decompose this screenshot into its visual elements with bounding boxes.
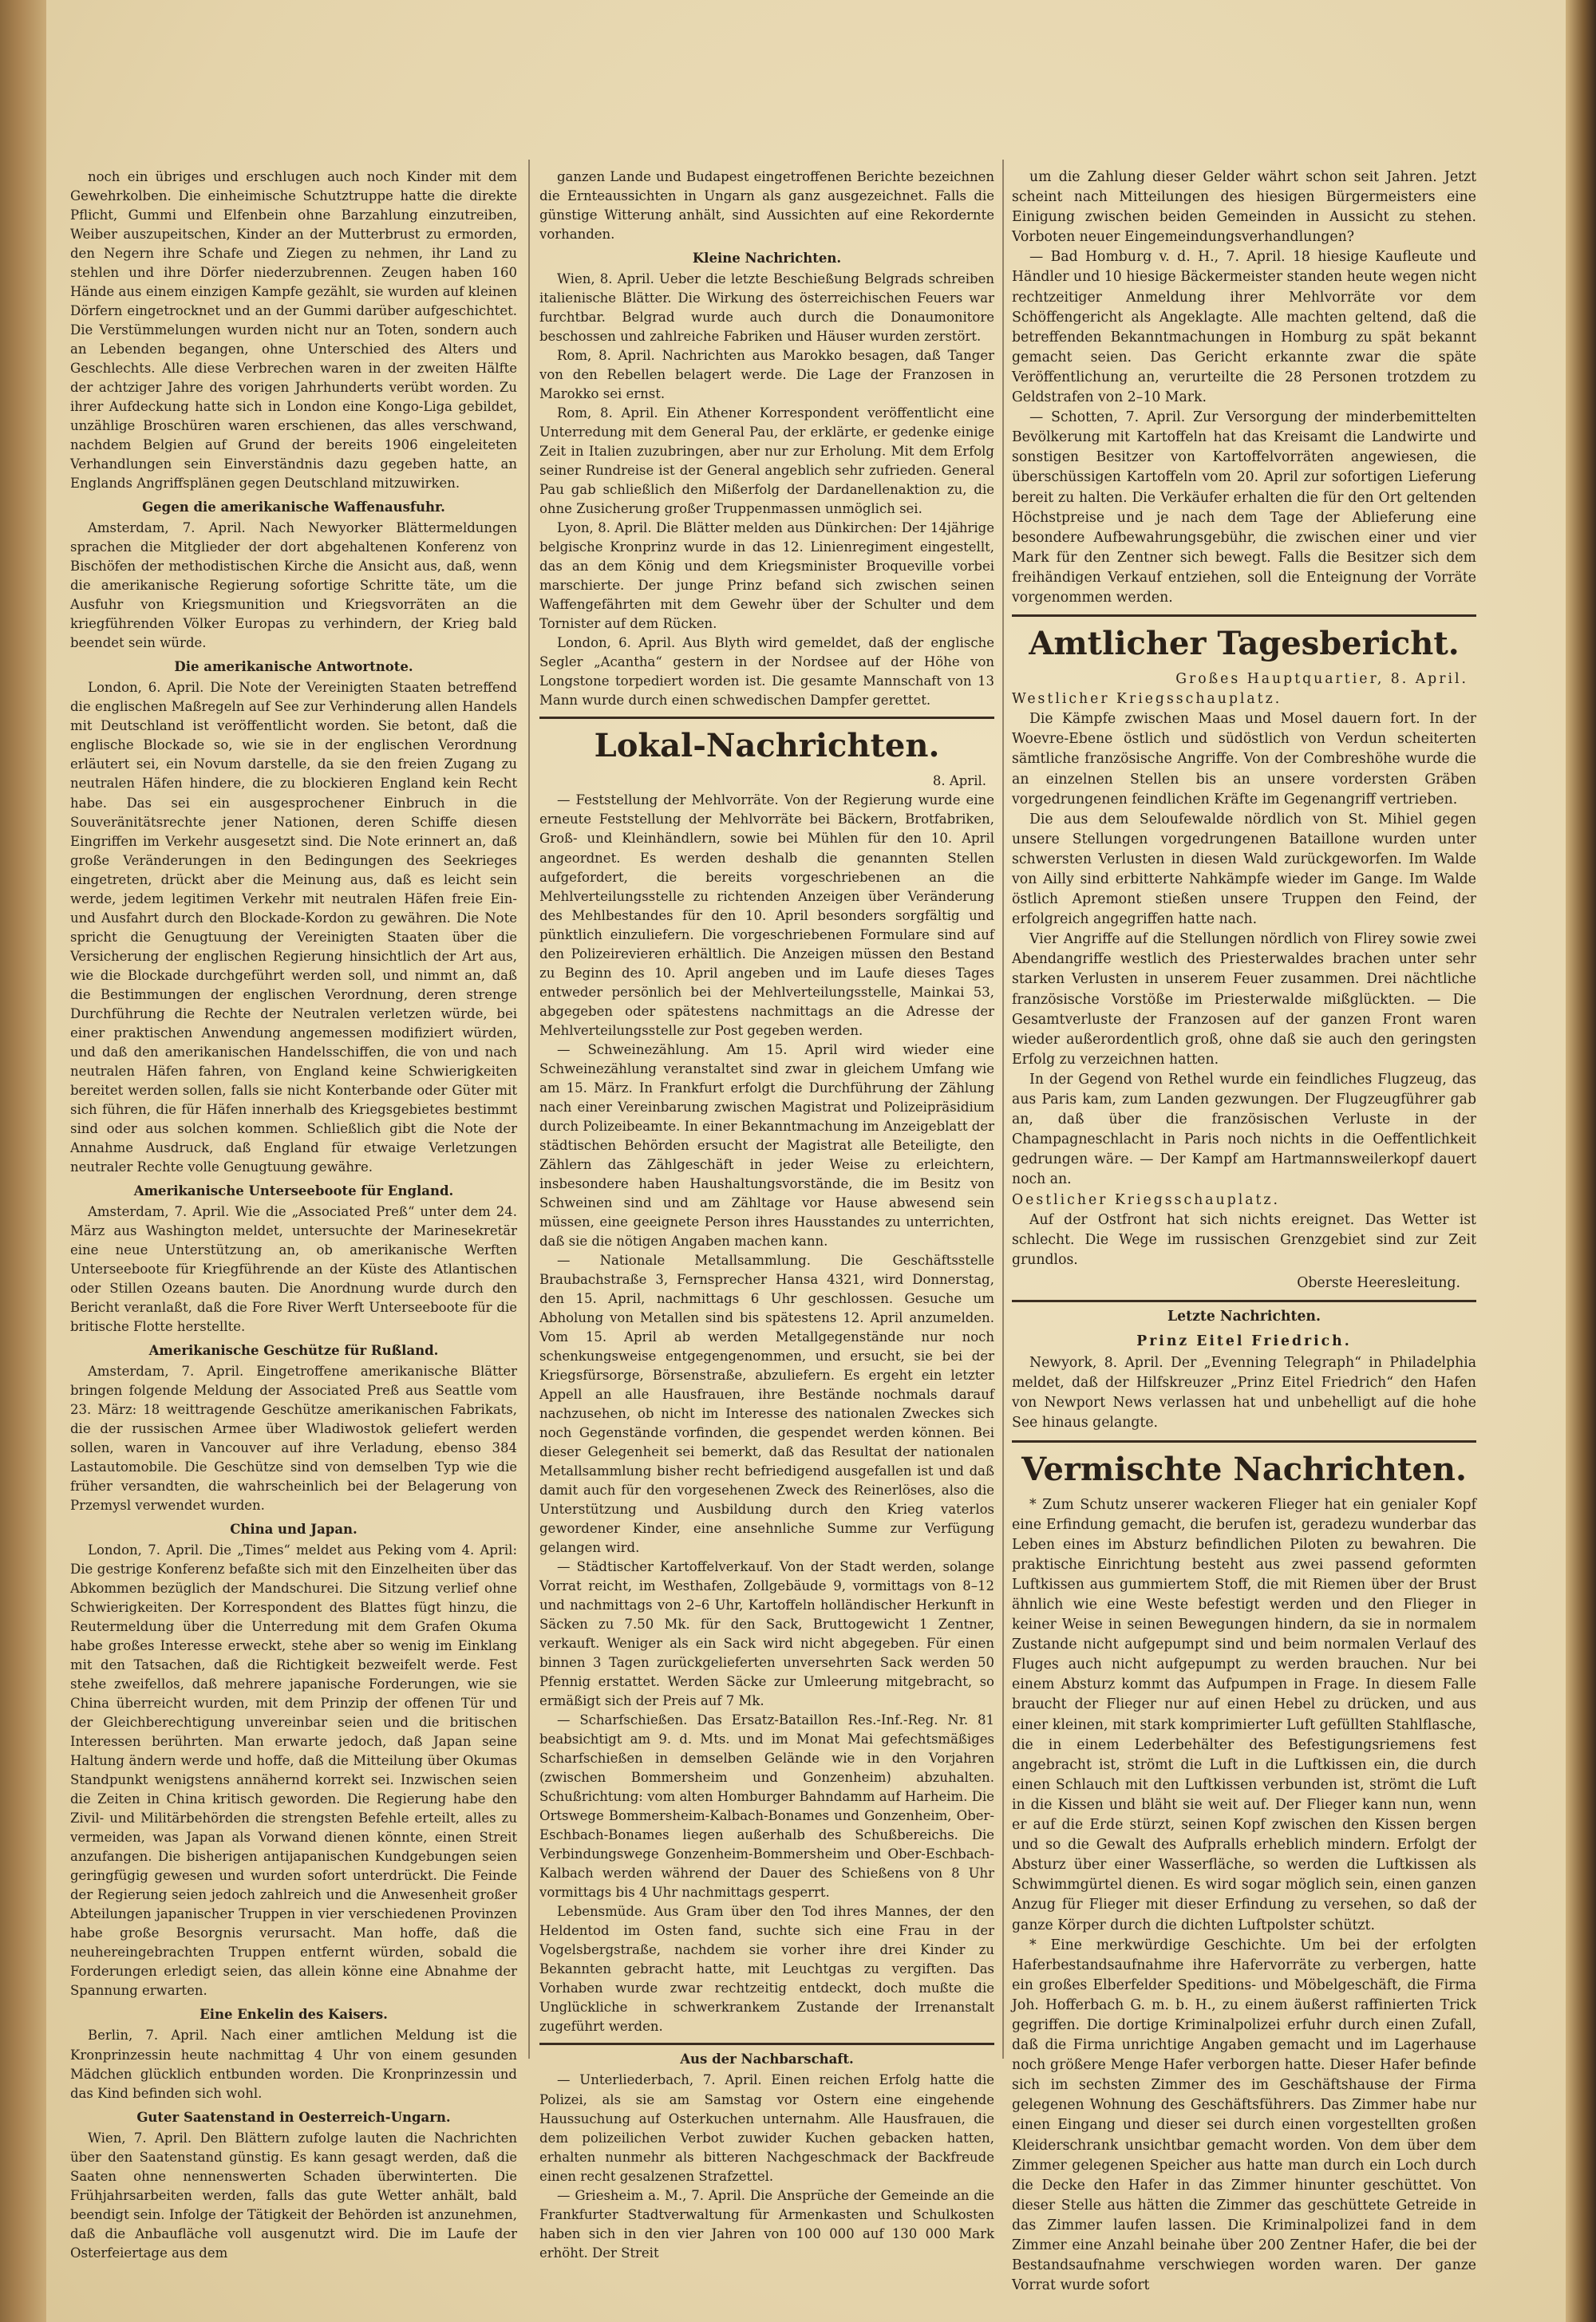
article-kartoffelverkauf: — Städtischer Kartoffelverkauf. Von der Stadt werden, solange Vorrat reicht, im Westhafen, Zollgebäude 9, vormittags von 8–12 und nachmittags von 2–6 Uhr, Kartoffeln holländischer Herkunft in Säcken zu 7.50 Mk. für den Sack, Bruttogewicht 1 Zentner, verkauft. Weniger als ein Sack wird nicht abgegeben. Für einen binnen 3 Tagen zurückgelieferten unversehrten Sack werden 50 Pfennig erstattet. Werden Säcke zur Umleerung mitgebracht, so ermäßigt sich der Preis auf 7 Mk. (539, 1559, 994, 1709)
report-maas-mosel: Die Kämpfe zwischen Maas und Mosel dauern fort. In der Woevre-Ebene östlich und südöstlich von Verdun scheiterten sämtliche französische Angriffe. Von der Combreshöhe wurde die an einzelnen Stellen bis an unsere vordersten Gräben vorgedrungenen feindlichen Kräfte im Gegenangriff vertrieben. (1012, 711, 1476, 808)
column-1 (70, 168, 517, 2263)
report-rethel: In der Gegend von Rethel wurde ein feindliches Flugzeug, das aus Paris kam, zum Landen gezwungen. Der Flugzeugführer gab an, daß über die französischen Verluste in der Champagneschlacht in Paris noch nichts in die Oeffentlichkeit gedrungen wäre. — Der Kampf am Hartmannsweilerkopf dauert noch an. (1012, 1071, 1476, 1188)
headline-unterseeboote: Amerikanische Unterseeboote für England. (133, 1183, 454, 1199)
article-scharfschiessen: — Scharfschießen. Das Ersatz-Bataillon Res.-Inf.-Reg. Nr. 81 beabsichtigt am 9. d. Mts. und im Monat Mai gefechtsmäßiges Scharfschießen in demselben Gelände wie in den Vorjahren (zwischen Bommersheim und Gonzenheim) abzuhalten. Schußrichtung: vom alten Homburger Bahndamm auf Harheim. Die Ortswege Bommersheim-Kalbach-Bonames und Gonzenheim, Ober-Eschbach-Bonames liegen außerhalb des Schußbereichs. Die Verbindungswege Gonzenheim-Bommersheim und Ober-Eschbach-Kalbach werden während der Dauer des Schießens von 8 Uhr vormittags bis 4 Uhr nachmittags gesperrt. (539, 1712, 994, 1901)
column-rule-1 (528, 160, 530, 2059)
article-merkwuerdige-geschichte: * Eine merkwürdige Geschichte. Um bei der erfolgten Haferbestandsaufnahme ihre Hafervorräte zu verbergen, hatte ein großes Elberfelder Speditions- und Möbelgeschäft, die Firma Joh. Hofferbach G. m. b. H., zu einem äußerst raffinierten Trick gegriffen. Die dortige Kriminalpolizei erfuhr durch einen Zufall, daß die Firma unrichtige Angaben gemacht und im Lagerhause noch größere Menge Hafer verborgen hatte. Dieser Hafer befinde sich im sechsten Zimmer des im Geschäftshause der Firma gelegenen Wohnung des Geschäftsführers. Das Zimmer habe nur einen Eingang und dieser sei durch einen vorgestellten großen Kleiderschrank unsichtbar gemacht worden. Von dem über dem Zimmer gelegenen Speicher aus hatte man durch ein Loch durch die Decke den Hafer in das Zimmer hinunter geschüttet. Von dieser Stelle aus hätten die Zimmer das geschüttete Getreide in das Zimmer laufen lassen. Die Kriminalpolizei fand in dem Zimmer eine Anzahl beinahe über 200 Zentner Hafer, die bei der Bestandsaufnahme verschwiegen worden waren. Der ganze Vorrat wurde sofort (1012, 1937, 1476, 2294)
section-title-lokal: Lokal-Nachrichten. (594, 727, 940, 765)
binding-edge-left (0, 0, 46, 2322)
article-geschuetze: Amsterdam, 7. April. Eingetroffene amerikanische Blätter bringen folgende Meldung der Associated Preß aus Seattle vom 23. März: 18 weittragende Geschütze amerikanischen Fabrikats, die der russischen Armee über Wladiwostok geliefert werden sollen, waren in Vancouver auf ihre Verladung, ebenso 384 Lastautomobile. Die Geschütze sind von demselben Typ wie die früher versandten, die wahrscheinlich bei der Belagerung von Przemysl verwendet wurden. (70, 1363, 517, 1514)
headline-antwortnote: Die amerikanische Antwortnote. (174, 659, 413, 675)
report-dateline: Großes Hauptquartier, 8. April. (1175, 671, 1468, 688)
article-enkelin: Berlin, 7. April. Nach einer amtlichen Meldung ist die Kronprinzessin heute nachmittag 4 Uhr von einem gesunden Mädchen glücklich entbunden worden. Die Kronprinzessin und das Kind befinden sich wohl. (70, 2028, 517, 2101)
section-divider-4 (1012, 1300, 1476, 1302)
article-kongo-text: noch ein übriges und erschlugen auch noch Kinder mit dem Gewehrkolben. Die einheimische Schutztruppe hatte die direkte Pflicht, Gummi und Elfenbein ohne Barzahlung einzutreiben, Weiber auszupeitschen, Kinder an der Mutterbrust zu ermorden, den Negern ihre Schafe und Ziegen zu nehmen, ihr Land zu stehlen und ihre Dörfer niederzubrennen. Zeugen haben 160 Hände aus einem einzigen Kampfe gezählt, sie wurden auf kleinen Dörfern eingetrocknet und an der Gummi darüber aufgeschichtet. Die Verstümmelungen wurden nicht nur an Toten, sondern auch an Lebenden begangen, ohne Unterschied des Alters und Geschlechts. Alle diese Verbrechen waren in der zweiten Hälfte der achtziger Jahre des vorigen Jahrhunderts verübt worden. Zu ihrer Aufdeckung hatte sich in London eine Kongo-Liga gebildet, unzählige Broschüren waren erschienen, das alles verschwand, nachdem Belgien auf Grund der bereits 1906 eingeleiteten Verhandlungen sein Einverständnis dazu gegeben hatte, an Englands Angriffsplänen gegen Deutschland mitzuwirken. (70, 169, 517, 492)
article-bad-homburg: — Bad Homburg v. d. H., 7. April. 18 hiesige Kaufleute und Händler und 10 hiesige Bäckermeister standen heute wegen nicht rechtzeitiger Anmeldung ihrer Mehlvorräte vor dem Schöffengericht als Angeklagte. Alle machten geltend, daß die betreffenden Bekanntmachungen in Homburg zu spät bekannt gemacht seien. Das Gericht erkannte zwar die späte Veröffentlichung an, verurteilte die 28 Personen trotzdem zu Geldstrafen von 2–10 Mark. (1012, 249, 1476, 406)
report-flirey: Vier Angriffe auf die Stellungen nördlich von Flirey sowie zwei Abendangriffe westlich des Priesterwaldes brachen unter sehr starken Verlusten in unserem Feuer zusammen. Drei nächtliche französische Vorstöße im Priesterwalde mißglückten. — Die Gesamtverluste der Franzosen auf der ganzen Front waren wieder außerordentlich groß, ohne daß sie auch den geringsten Erfolg zu verzeichnen hatten. (1012, 931, 1476, 1068)
headline-eitel-friedrich: Prinz Eitel Friedrich. (1136, 1333, 1352, 1350)
section-divider-2 (539, 2043, 994, 2045)
column-rule-2 (1002, 160, 1004, 2059)
article-china-japan: London, 7. April. Die „Times“ meldet aus Peking vom 4. April: Die gestrige Konferenz befaßte sich mit den Einzelheiten über das Abkommen bezüglich der Mandschurei. Die Sitzung verlief ohne Schwierigkeiten. Der Korrespondent des Blattes fügt hinzu, die Reutermeldung über die Unterredung mit dem Grafen Okuma habe großes Interesse erweckt, stehe aber so wenig im Einklang mit den Tatsachen, daß die Richtigkeit bezweifelt werde. Fest stehe zweifellos, daß mehrere japanische Forderungen, wie sie China überreicht wurden, mit dem Prinzip der offenen Tür und der Gleichberechtigung unvereinbar seien und die britischen Interessen berührten. Man erwarte jedoch, daß Japan seine Haltung ändern werde und hoffe, daß die Mitteilung über Okumas Standpunkt wenigstens annähernd korrekt sei. Inzwischen seien die Zeiten in China kritisch geworden. Die Regierung habe den Zivil- und Militärbehörden die strengsten Befehle erteilt, alles zu vermeiden, was Japan als Vorwand dienen könnte, einen Streit anzufangen. Die bisherigen antijapanischen Kundgebungen seien geringfügig gewesen und wurden sofort unterdrückt. Die Feinde der Regierung seien jedoch zahlreich und die Anwesenheit großer Abteilungen japanischer Truppen in vier verschiedenen Provinzen habe große Besorgnis verursacht. Man hoffe, daß die neuhereingebrachten Truppen entfernt würden, sobald die Forderungen erledigt seien, das allein könne eine Abnahme der Spannung erwarten. (70, 1542, 517, 1999)
article-antwortnote: London, 6. April. Die Note der Vereinigten Staaten betreffend die englischen Maßregeln auf See zur Verhinderung allen Handels mit Deutschland ist veröffentlicht worden. Sie betont, daß die englische Blockade so, wie sie in der englischen Verordnung erläutert sei, ein Novum darstelle, da sie den freien Zugang zu neutralen Häfen hindere, die zu blockieren England kein Recht habe. Das sei ein ausgesprochener Einbruch in die Souveränitätsrechte jener Nationen, deren Schiffe diesen Eingriffen im Verkehr ausgesetzt sind. Die Note erinnert an, daß große Veränderungen in den Bedingungen des Seekrieges eingetreten, drückt aber die Meinung aus, daß es leicht sein werde, jedem legitimen Verkehr mit neutralen Häfen freie Ein- und Ausfahrt durch den Blockade-Kordon zu gewähren. Die Note spricht die Genugtuung der Vereinigten Staaten über die Versicherung der englischen Regierung hinsichtlich der Art aus, wie die Blockade durchgeführt werden soll, und nimmt an, daß die Bestimmungen der englischen Verordnung, deren strenge Durchführung die Rechte der Neutralen verletzen würde, bei einer praktischen Anwendung angemessen modifiziert würden, und daß den amerikanischen Handelsschiffen, die von und nach neutralen Häfen fahren, von England keine Schwierigkeiten bereitet werden sollen, falls sie nicht Konterbande oder Güter mit sich führen, die für Häfen innerhalb des Kriegsgebietes bestimmt sind oder aus solchen kommen. Schließlich gibt die Note der Annahme Ausdruck, daß England für etwaige Verletzungen neutraler Rechte volle Genugtuung gewähre. (70, 680, 517, 1175)
article-lebensmuede: Lebensmüde. Aus Gram über den Tod ihres Mannes, der den Heldentod im Osten fand, suchte sich eine Frau in der Vogelsbergstraße, nachdem sie vorher ihre drei Kinder zu Bekannten gebracht hatte, mit Leuchtgas zu vergiften. Das Vorhaben wurde zwar rechtzeitig entdeckt, doch mußte die Unglückliche in schwerkrankem Zustande der Irrenanstalt zugeführt werden. (539, 1904, 994, 2035)
headline-geschuetze: Amerikanische Geschütze für Rußland. (148, 1342, 439, 1358)
report-st-mihiel: Die aus dem Seloufewalde nördlich von St. Mihiel gegen unsere Stellungen vorgedrungenen Bataillone wurden unter schwersten Verlusten in diesen Wald zurückgeworfen. Im Walde von Ailly sind erbitterte Nahkämpfe wieder im Gange. Im Walde östlich Apremont stießen unsere Truppen den Feind, der erfolgreich angegriffen hatte nach. (1012, 811, 1476, 928)
column-3 (1012, 168, 1476, 2296)
section-divider-5 (1012, 1440, 1476, 1443)
headline-enkelin: Eine Enkelin des Kaisers. (200, 2007, 388, 2023)
headline-saatenstand: Guter Saatenstand in Oesterreich-Ungarn. (136, 2109, 451, 2125)
subhead-westlich: Westlicher Kriegsschauplatz. (1012, 691, 1282, 708)
article-schweinezaehlung: — Schweinezählung. Am 15. April wird wieder eine Schweinezählung veranstaltet sind zwar in gleichem Umfang wie am 15. März. In Frankfurt erfolgt die Durchführung der Zählung nach einer Vereinbarung zwischen Magistrat und Polizeipräsidium durch Polizeibeamte. In einer Bekanntmachung im Anzeigeblatt der städtischen Behörden ersucht der Magistrat alle Beteiligte, den Zählern das Zählgeschäft in jeder Weise zu erleichtern, insbesondere haben Haushaltungsvorstände, die im Besitz von Schweinen sind und am Zähltage vor Hause abwesend sein müssen, eine geeignete Person ihres Hausstandes zu unterrichten, daß sie die nötigen Angaben machen kann. (539, 1041, 994, 1249)
article-metallsammlung: — Nationale Metallsammlung. Die Geschäftsstelle Braubachstraße 3, Fernsprecher Hansa 4321, wird Donnerstag, den 15. April, nachmittags 6 Uhr geschlossen. Gesuche um Abholung von Metallen sind bis spätestens 12. April anzumelden. Vom 15. April ab werden Metallgegenstände nur noch schenkungsweise entgegengenommen, und ersucht, sie bei der Kriegsfürsorge, Börsenstraße, abzuliefern. Es ergeht ein letzter Appell an alle Hausfrauen, ihre Bestände nochmals darauf nachzusehen, ob nicht im Interesse des nationalen Zweckes sich noch Gegenstände vorfinden, die gespendet werden können. Bei dieser Gelegenheit sei bemerkt, daß das Resultat der nationalen Metallsammlung bisher recht befriedigend ausgefallen ist und daß damit auch für den vorgesehenen Zweck des Reinerlöses, also die Unterstützung und Ausbildung durch den Krieg vaterlos gewordener Kinder, eine ansehnliche Summe zur Verfügung gelangen wird. (539, 1252, 994, 1556)
report-ostfront: Auf der Ostfront hat sich nichts ereignet. Das Wetter ist schlecht. Die Wege im russischen Grenzgebiet sind zur Zeit grundlos. (1012, 1211, 1476, 1268)
article-flieger-schutz: * Zum Schutz unserer wackeren Flieger hat ein genialer Kopf eine Erfindung gemacht, die berufen ist, geradezu wunderbar das Leben eines im Absturz befindlichen Piloten zu bewahren. Die praktische Einrichtung besteht aus zwei passend geformten Luftkissen aus gummiertem Stoff, die mit Riemen über der Brust ähnlich wie eine Weste befestigt werden und den Flieger in keiner Weise in seinen Bewegungen hindern, da sie in normalem Zustande nicht aufgepumpt sind und beim normalen Verlauf des Fluges auch nicht aufgepumpt zu werden brauchen. Nur bei einem Absturz kommt das Aufpumpen in Frage. In diesem Falle braucht der Flieger nur auf einen Hebel zu drücken, und aus einer kleinen, mit stark komprimierter Luft gefüllten Stahlflasche, die in einem Lederbehälter des Befestigungsriemens fest angebracht ist, strömt die Luft in die Luftkissen ein, die durch einen Schlauch mit den Luftkissen verbunden ist, strömt die Luft in die Kissen und bläht sie weit auf. Der Flieger kann nun, wenn er auf die Erde stürzt, seinen Kopf zwischen den Kissen bergen und so die Gewalt des Aufpralls erheblich mindern. Erfolgt der Absturz über einer Wasserfläche, so werden die Luftkissen als Schwimmgürtel dienen. Es wird sogar möglich sein, einen ganzen Anzug für Flieger mit dieser Erfindung zu versehen, so daß der ganze Körper durch die dichten Luftpolster schützt. (1012, 1496, 1476, 1933)
article-ungarn-ernte: ganzen Lande und Budapest eingetroffenen Berichte bezeichnen die Ernteaussichten in Ungarn als ganz ausgezeichnet. Falls die günstige Witterung anhält, sind Aussichten auf eine Rekordernte vorhanden. (539, 169, 994, 243)
article-general-pau: Rom, 8. April. Ein Athener Korrespondent veröffentlicht eine Unterredung mit dem General Pau, der erklärte, er gedenke einige Zeit in Italien zuzubringen, aber nur zur Erholung. Mit dem Erfolg seiner Rundreise ist der General angeblich sehr zufrieden. General Pau gab schließlich den Mißerfolg der Dardanellenaktion zu, die ohne Zusicherung großer Truppenmassen unmöglich sei. (539, 405, 994, 517)
section-title-tagesbericht: Amtlicher Tagesbericht. (1029, 625, 1460, 663)
article-kronprinz: Lyon, 8. April. Die Blätter melden aus Dünkirchen: Der 14jährige belgische Kronprinz wurde in das 12. Linienregiment eingestellt, das an dem König und dem Kriegsminister Broqueville vorbei marschierte. Der junge Prinz befand sich zwischen seinen Waffengefährten mit dem Gewehr über der Schulter und dem Tornister auf dem Rücken. (539, 520, 994, 632)
report-signoff: Oberste Heeresleitung. (1297, 1274, 1460, 1291)
article-belgrad: Wien, 8. April. Ueber die letzte Beschießung Belgrads schreiben italienische Blätter. Die Wirkung des österreichischen Feuers war furchtbar. Belgrad wurde auch durch die Donaumonitore beschossen und zahlreiche Fabriken und Häuser wurden zerstört. (539, 271, 994, 345)
article-marokko: Rom, 8. April. Nachrichten aus Marokko besagen, daß Tanger von den Rebellen belagert werde. Die Lage der Franzosen in Marokko sei ernst. (539, 348, 994, 402)
article-saatenstand: Wien, 7. April. Den Blättern zufolge lauten die Nachrichten über den Saatenstand günstig. Es kann gesagt werden, daß die Saaten ohne nennenswerten Schaden überwinterten. Die Frühjahrsarbeiten werden, falls das gute Wetter anhält, bald beendigt sein. Infolge der Tätigkeit der Behörden ist anzunehmen, daß die Anbaufläche voll ausgenutzt wird. Die im Laufe der Osterfeiertage aus dem (70, 2130, 517, 2261)
article-unterliederbach: — Unterliederbach, 7. April. Einen reichen Erfolg hatte die Polizei, als sie am Samstag vor Ostern eine eingehende Haussuchung auf Osterkuchen unternahm. Alle Hausfrauen, die dem polizeilichen Verbot zuwider Kuchen gebacken hatten, erhalten nunmehr als bitteren Nachgeschmack der Backfreude einen recht gesalzenen Strafzettel. (539, 2072, 994, 2184)
headline-china-japan: China und Japan. (230, 1522, 358, 1538)
article-griesheim-cont: um die Zahlung dieser Gelder währt schon seit Jahren. Jetzt scheint nach Mitteilungen des hiesigen Bürgermeisters eine Einigung zwischen beiden Gemeinden in Aussicht zu stehen. Vorboten neuer Eingemeindungsverhandlungen? (1012, 169, 1476, 246)
article-mehlvorraete: — Feststellung der Mehlvorräte. Von der Regierung wurde eine erneute Feststellung der Mehlvorräte bei Bäckern, Brotfabriken, Groß- und Kleinhändlern, sowie bei Mühlen für den 10. April angeordnet. Es werden deshalb die genannten Stellen aufgefordert, die bereits vorgeschriebenen an die Mehlverteilungsstelle zu richtenden Anzeigen über Veränderung des Mehlbestandes für den 10. April besonders sorgfältig und pünktlich einzuliefern. Die vorgeschriebenen Formulare sind auf den Polizeirevieren erhältlich. Die Anzeigen müssen den Bestand zu Beginn des 10. April angeben und im Laufe dieses Tages entweder persönlich bei der Mehlverteilungsstelle, Mainkai 53, abgegeben oder spätestens nachmittags an die Adresse der Mehlverteilungsstelle zur Post gegeben werden. (539, 792, 994, 1038)
column-2 (539, 168, 994, 2263)
binding-edge-right (1566, 0, 1596, 2322)
subhead-oestlich: Oestlicher Kriegsschauplatz. (1012, 1191, 1280, 1208)
article-eitel-friedrich: Newyork, 8. April. Der „Evenning Telegraph“ in Philadelphia meldet, daß der Hilfskreuzer „Prinz Eitel Friedrich“ den Hafen von Newport News verlassen hat und unbehelligt auf die hohe See hinaus gelangte. (1012, 1355, 1476, 1432)
headline-kleine-nachrichten: Kleine Nachrichten. (692, 251, 842, 267)
section-title-vermischte: Vermischte Nachrichten. (1021, 1450, 1467, 1488)
section-divider-3 (1012, 614, 1476, 617)
headline-letzte-nachrichten: Letzte Nachrichten. (1167, 1308, 1321, 1325)
section-divider (539, 717, 994, 719)
article-waffenausfuhr: Amsterdam, 7. April. Nach Newyorker Blättermeldungen sprachen die Mitglieder der dort abgehaltenen Konferenz von Bischöfen der methodistischen Kirche die Ansicht aus, daß, wenn die amerikanische Regierung sofortige Schritte täte, um die Ausfuhr von Kriegsmunition und Kriegsvorräten an die kriegführenden Völker Europas zu verhindern, der Krieg bald beendet sein würde. (70, 520, 517, 651)
article-acantha: London, 6. April. Aus Blyth wird gemeldet, daß der englische Segler „Acantha“ gestern in der Nordsee auf der Höhe von Longstone torpediert worden ist. Die gesamte Mannschaft von 13 Mann wurde durch einen schwedischen Dampfer gerettet. (539, 635, 994, 709)
article-unterseeboote: Amsterdam, 7. April. Wie die „Associated Preß“ unter dem 24. März aus Washington meldet, untersuchte der Marinesekretär eine neue Unterstützung an, ob amerikanische Werften Unterseeboote für Kriegführende an der Küste des Atlantischen oder Stillen Ozeans bauten. Die Anordnung wurde durch den Bericht veranlaßt, daß die Fore River Werft Unterseeboote für die britische Flotte herstellte. (70, 1203, 517, 1334)
headline-nachbarschaft: Aus der Nachbarschaft. (680, 2051, 854, 2067)
article-griesheim: — Griesheim a. M., 7. April. Die Ansprüche der Gemeinde an die Frankfurter Stadtverwaltung für Armenkasten und Schulkosten haben sich in den vier Jahren von 100 000 auf 130 000 Mark erhöht. Der Streit (539, 2187, 994, 2261)
headline-waffenausfuhr: Gegen die amerikanische Waffenausfuhr. (142, 500, 445, 515)
section-date: 8. April. (932, 773, 986, 789)
article-schotten: — Schotten, 7. April. Zur Versorgung der minderbemittelten Bevölkerung mit Kartoffeln hat das Kreisamt die Landwirte und sonstigen Besitzer von Kartoffelvorräten angewiesen, die überschüssigen Kartoffeln vom 20. April zur sofortigen Lieferung bereit zu halten. Die Verkäufer erhalten die für den Ort geltenden Höchstpreise und je nach dem Tage der Ablieferung eine besondere Aufbewahrungsgebühr, die zwischen einer und vier Mark für den Zentner sich bewegt. Falls die Besitzer sich dem freihändigen Verkauf entziehen, soll die Enteignung der Vorräte vorgenommen werden. (1012, 409, 1476, 606)
